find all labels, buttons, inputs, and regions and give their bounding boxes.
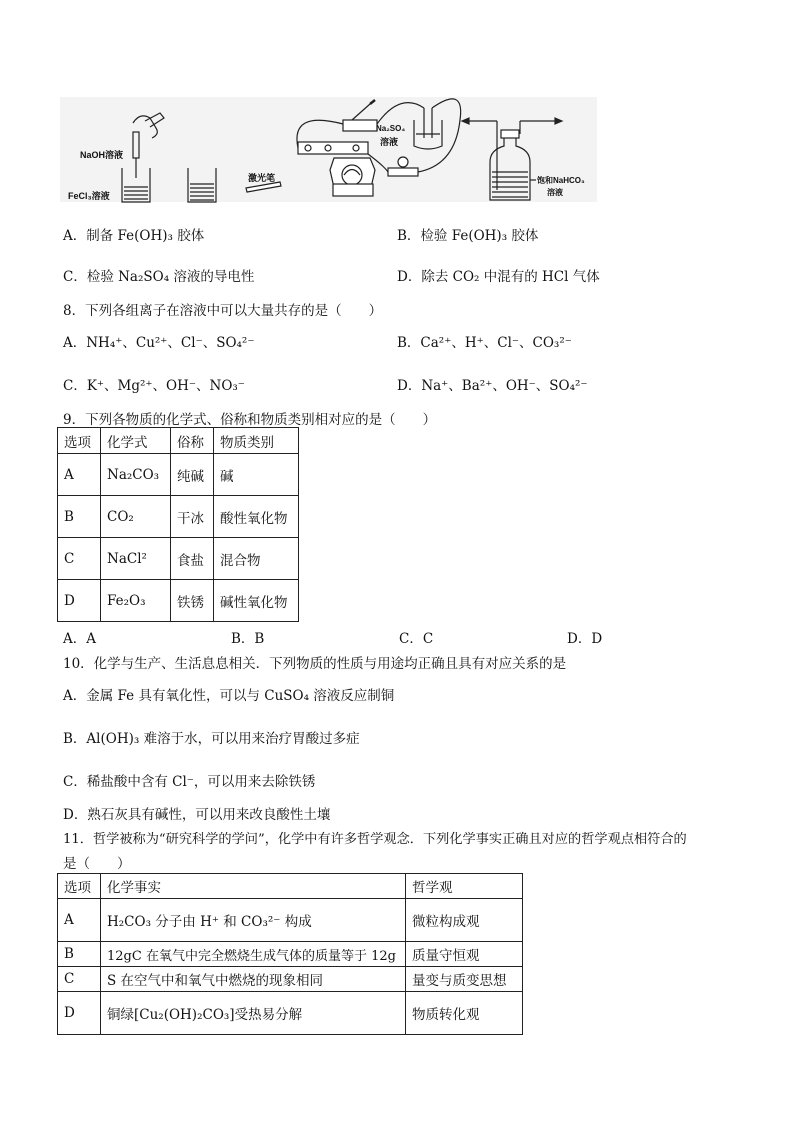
q9-option-d: D．D xyxy=(567,631,603,647)
table-header-cell: 俗称 xyxy=(171,428,214,454)
table-header-cell: 化学事实 xyxy=(101,874,406,899)
table-cell: C xyxy=(58,538,101,580)
table-row xyxy=(58,496,299,538)
table-cell: C xyxy=(58,967,101,992)
table-header-row xyxy=(58,428,299,454)
label-nahco3-line1: 饱和NaHCO₃ xyxy=(537,176,585,185)
table-cell: D xyxy=(58,580,101,622)
table-header-cell: 物质类别 xyxy=(214,428,299,454)
q8-stem: 8．下列各组离子在溶液中可以大量共存的是（ ） xyxy=(63,303,383,319)
q8-option-a: A．NH₄⁺、Cu²⁺、Cl⁻、SO₄²⁻ xyxy=(63,335,255,351)
table-cell: H₂CO₃ 分子由 H⁺ 和 CO₃²⁻ 构成 xyxy=(101,899,406,942)
table-row xyxy=(58,899,523,942)
table-cell: 食盐 xyxy=(171,538,214,580)
table-cell: 12gC 在氧气中完全燃烧生成气体的质量等于 12g xyxy=(101,942,406,967)
table-header-cell: 选项 xyxy=(58,428,101,454)
table-cell: 碱性氧化物 xyxy=(214,580,299,622)
label-na2so4-line2: 溶液 xyxy=(380,137,399,147)
q9-option-c: C．C xyxy=(399,631,434,647)
table-cell: 质量守恒观 xyxy=(406,942,523,967)
label-na2so4-line1: Na₂SO₄ xyxy=(376,124,406,133)
table-cell: Na₂CO₃ xyxy=(101,454,171,496)
table-row xyxy=(58,992,523,1035)
q10-option-a: A．金属 Fe 具有氧化性，可以与 CuSO₄ 溶液反应制铜 xyxy=(63,688,395,704)
table-row xyxy=(58,538,299,580)
table-cell: A xyxy=(58,454,101,496)
table-row xyxy=(58,580,299,622)
q8-option-b: B．Ca²⁺、H⁺、Cl⁻、CO₃²⁻ xyxy=(397,335,572,351)
table-cell: 铜绿[Cu₂(OH)₂CO₃]受热易分解 xyxy=(101,992,406,1035)
q11-stem-line1: 11．哲学被称为“研究科学的学问”，化学中有许多哲学观念．下列化学事实正确且对应的哲学观点相符合的 xyxy=(63,832,687,847)
table-cell: 混合物 xyxy=(214,538,299,580)
table-cell: Fe₂O₃ xyxy=(101,580,171,622)
q9-stem: 9．下列各物质的化学式、俗称和物质类别相对应的是（ ） xyxy=(63,412,437,428)
table-cell: NaCl² xyxy=(101,538,171,580)
q9-option-a: A．A xyxy=(63,631,96,647)
table-cell: 干冰 xyxy=(171,496,214,538)
table-cell: 纯碱 xyxy=(171,454,214,496)
table-cell: CO₂ xyxy=(101,496,171,538)
table-cell: B xyxy=(58,942,101,967)
table-header-cell: 选项 xyxy=(58,874,101,899)
q7-option-a: A．制备 Fe(OH)₃ 胶体 xyxy=(63,228,205,244)
table-cell: 量变与质变思想 xyxy=(406,967,523,992)
q11-stem-line2: 是（ ） xyxy=(63,856,131,872)
q10-option-c: C．稀盐酸中含有 Cl⁻，可以用来去除铁锈 xyxy=(63,774,316,790)
label-laser: 激光笔 xyxy=(248,173,276,183)
table-cell: 物质转化观 xyxy=(406,992,523,1035)
q9-option-b: B．B xyxy=(231,631,265,647)
table-cell: S 在空气中和氧气中燃烧的现象相同 xyxy=(101,967,406,992)
table-cell: D xyxy=(58,992,101,1035)
apparatus-figure xyxy=(0,0,794,215)
q11-table xyxy=(57,873,523,1035)
table-row xyxy=(58,454,299,496)
table-cell: 碱 xyxy=(214,454,299,496)
q10-option-d: D．熟石灰具有碱性，可以用来改良酸性土壤 xyxy=(63,807,331,823)
table-header-row xyxy=(58,874,523,899)
label-fecl3: FeCl₃溶液 xyxy=(68,191,110,201)
table-cell: 微粒构成观 xyxy=(406,899,523,942)
table-header-cell: 化学式 xyxy=(101,428,171,454)
table-row xyxy=(58,967,523,992)
table-cell: A xyxy=(58,899,101,942)
table-header-cell: 哲学观 xyxy=(406,874,523,899)
q9-table xyxy=(57,427,299,622)
q8-option-c: C．K⁺、Mg²⁺、OH⁻、NO₃⁻ xyxy=(63,378,245,394)
table-cell: 铁锈 xyxy=(171,580,214,622)
q7-option-d: D．除去 CO₂ 中混有的 HCl 气体 xyxy=(397,269,600,285)
label-naoh: NaOH溶液 xyxy=(80,150,124,160)
q7-option-c: C．检验 Na₂SO₄ 溶液的导电性 xyxy=(63,269,255,285)
q10-stem: 10．化学与生产、生活息息相关．下列物质的性质与用途均正确且具有对应关系的是 xyxy=(63,656,567,672)
table-cell: 酸性氧化物 xyxy=(214,496,299,538)
q7-option-b: B．检验 Fe(OH)₃ 胶体 xyxy=(397,228,539,244)
label-nahco3-line2: 溶液 xyxy=(547,188,563,197)
q10-option-b: B．Al(OH)₃ 难溶于水，可以用来治疗胃酸过多症 xyxy=(63,731,360,747)
table-cell: B xyxy=(58,496,101,538)
q8-option-d: D．Na⁺、Ba²⁺、OH⁻、SO₄²⁻ xyxy=(397,378,588,394)
table-row xyxy=(58,942,523,967)
